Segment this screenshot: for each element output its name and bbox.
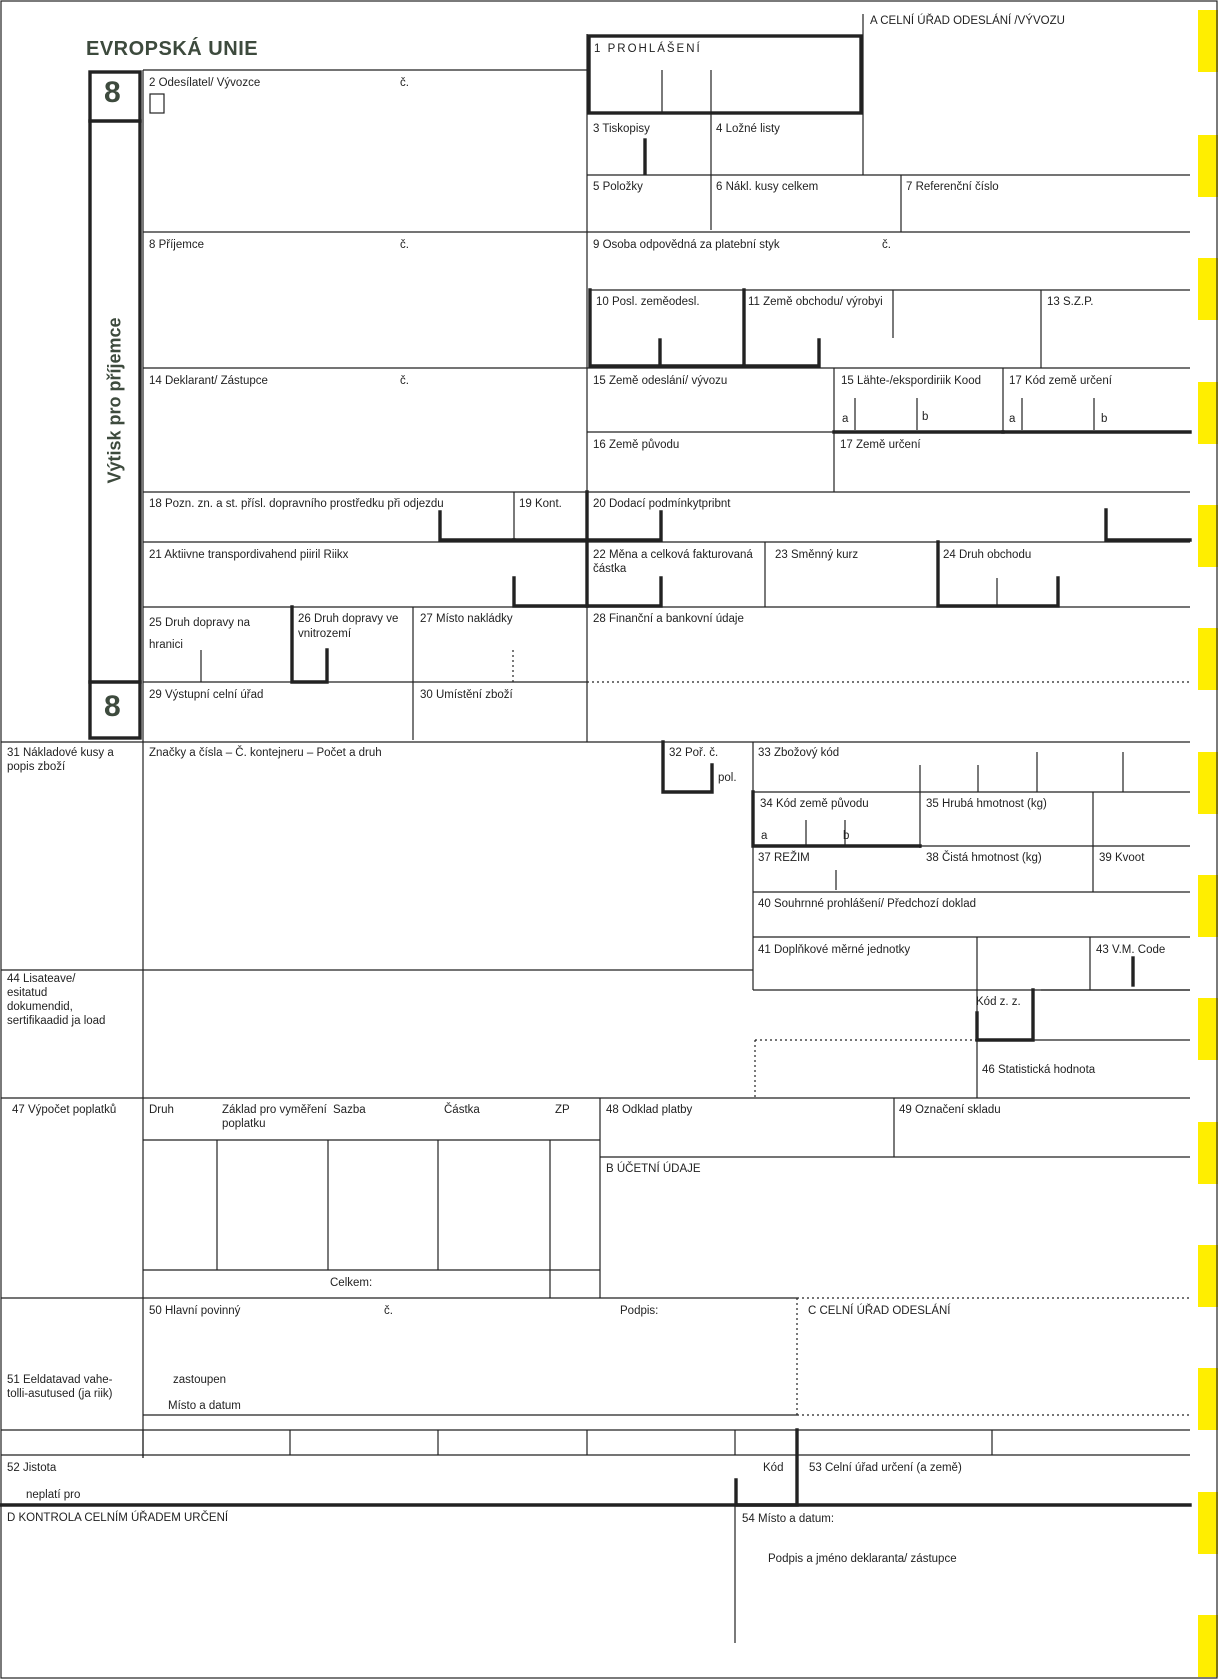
field-26-label: 26 Druh dopravy ve vnitrozemí: [298, 613, 399, 640]
field-47-sazba: Sazba: [333, 1104, 366, 1116]
field-50-label: 50 Hlavní povinný: [149, 1305, 241, 1317]
field-39-label: 39 Kvoot: [1099, 852, 1145, 864]
field-8-label: 8 Příjemce: [149, 239, 204, 251]
field-41-label: 41 Doplňkové měrné jednotky: [758, 944, 911, 956]
field-15-label: 15 Země odeslání/ vývozu: [593, 375, 728, 387]
union-title: EVROPSKÁ UNIE: [86, 38, 259, 60]
field-54-label: 54 Místo a datum:: [742, 1513, 835, 1525]
field-5-label: 5 Položky: [593, 181, 643, 193]
field-9-label: 9 Osoba odpovědná za platební styk: [593, 239, 780, 251]
field-17-code-label: 17 Kód země určení: [1009, 375, 1112, 387]
field-44-label: 44 Lisateave/ esitatud dokumendid, sertifikaadid ja load: [7, 973, 106, 1027]
field-47-label: 47 Výpočet poplatků: [12, 1104, 117, 1116]
field-2-number: č.: [400, 77, 409, 89]
field-50-representative: zastoupen: [173, 1374, 227, 1386]
box-a-label: A CELNÍ ÚŘAD ODESLÁNÍ /VÝVOZU: [870, 15, 1065, 27]
field-34-sub-b: b: [843, 830, 850, 842]
field-17-sub-b: b: [1101, 413, 1108, 425]
field-47-druh: Druh: [149, 1104, 174, 1116]
field-15-code-label: 15 Lähte-/ekspordiriik Kood: [841, 375, 981, 387]
field-48-label: 48 Odklad platby: [606, 1104, 693, 1116]
field-47-zaklad: Základ pro vyměření poplatku: [222, 1104, 327, 1130]
field-38-label: 38 Čistá hmotnost (kg): [926, 852, 1042, 864]
field-15-sub-a: a: [842, 413, 849, 425]
field-9-number: č.: [882, 239, 891, 251]
field-50-number: č.: [384, 1305, 393, 1317]
field-7-label: 7 Referenční číslo: [906, 181, 999, 193]
section-d-label: D KONTROLA CELNÍM ÚŘADEM URČENÍ: [7, 1512, 229, 1524]
field-13-label: 13 S.Z.P.: [1047, 296, 1094, 308]
field-44-code-label: Kód z. z.: [976, 996, 1021, 1008]
field-52-invalid: neplatí pro: [26, 1489, 81, 1501]
field-2-label: 2 Odesílatel/ Vývozce: [149, 77, 261, 89]
field-54-sign: Podpis a jméno deklaranta/ zástupce: [768, 1553, 957, 1565]
field-31-marks-label: Značky a čísla – Č. kontejneru – Počet a druh: [149, 747, 382, 759]
field-25-label: 25 Druh dopravy na hranici: [149, 617, 251, 651]
field-40-label: 40 Souhrnné prohlášení/ Předchozí doklad: [758, 898, 977, 910]
field-47-total: Celkem:: [330, 1277, 373, 1289]
field-50-place: Místo a datum: [168, 1400, 241, 1412]
field-28-label: 28 Finanční a bankovní údaje: [593, 613, 744, 625]
field-53-label: 53 Celní úřad určení (a země): [809, 1462, 962, 1474]
copy-number-top: 8: [104, 76, 121, 109]
field-10-label: 10 Posl. zeměodesl.: [596, 296, 700, 308]
field-52-code: Kód: [763, 1462, 784, 1474]
field-21-label: 21 Aktiivne transpordivahend piiril Riikx: [149, 549, 349, 561]
field-34-label: 34 Kód země původu: [760, 798, 869, 810]
field-34-sub-a: a: [761, 830, 768, 842]
field-29-label: 29 Výstupní celní úřad: [149, 689, 264, 701]
field-22-label: 22 Měna a celková fakturovaná částka: [593, 549, 753, 575]
field-11-label: 11 Země obchodu/ výrobyi: [748, 296, 883, 308]
field-17-sub-a: a: [1009, 413, 1016, 425]
section-b-label: B ÚČETNÍ ÚDAJE: [606, 1163, 701, 1175]
field-16-label: 16 Země původu: [593, 439, 680, 451]
field-17-label: 17 Země určení: [840, 439, 921, 451]
field-47-castka: Částka: [444, 1104, 480, 1116]
field-24-label: 24 Druh obchodu: [943, 549, 1032, 561]
field-49-label: 49 Označení skladu: [899, 1104, 1001, 1116]
field-30-label: 30 Umístění zboží: [420, 689, 513, 701]
field-52-label: 52 Jistota: [7, 1462, 57, 1474]
sender-checkbox[interactable]: [150, 94, 164, 113]
field-15-sub-b: b: [922, 411, 929, 423]
copy-number-bottom: 8: [104, 690, 121, 723]
field-3-label: 3 Tiskopisy: [593, 123, 650, 135]
section-c-label: C CELNÍ ÚŘAD ODESLÁNÍ: [808, 1305, 951, 1317]
field-51-label: 51 Eeldatavad vahe-tolli-asutused (ja riik): [7, 1374, 113, 1400]
field-19-label: 19 Kont.: [519, 498, 562, 510]
field-43-label: 43 V.M. Code: [1096, 944, 1166, 956]
field-18-label: 18 Pozn. zn. a st. přísl. dopravního prostředku při odjezdu: [149, 498, 444, 510]
field-37-label: 37 REŽIM: [758, 852, 810, 864]
field-23-label: 23 Směnný kurz: [775, 549, 859, 561]
field-35-label: 35 Hrubá hmotnost (kg): [926, 798, 1047, 810]
field-33-label: 33 Zbožový kód: [758, 747, 840, 759]
field-8-number: č.: [400, 239, 409, 251]
field-47-zp: ZP: [555, 1104, 570, 1116]
field-6-label: 6 Nákl. kusy celkem: [716, 181, 819, 193]
field-46-label: 46 Statistická hodnota: [982, 1064, 1096, 1076]
field-14-number: č.: [400, 375, 409, 387]
field-50-sign: Podpis:: [620, 1305, 659, 1317]
copy-label: Výtisk pro příjemce: [104, 317, 125, 484]
field-32-pol: pol.: [718, 772, 737, 784]
field-20-label: 20 Dodací podmínkytpribnt: [593, 498, 731, 510]
field-31-label: 31 Nákladové kusy a popis zboží: [7, 747, 114, 773]
field-32-label: 32 Poř. č.: [669, 747, 719, 759]
field-27-label: 27 Místo nakládky: [420, 613, 513, 625]
box-1-label: 1 PROHLÁŠENÍ: [594, 43, 702, 55]
field-4-label: 4 Ložné listy: [716, 123, 780, 135]
field-14-label: 14 Deklarant/ Zástupce: [149, 375, 268, 387]
